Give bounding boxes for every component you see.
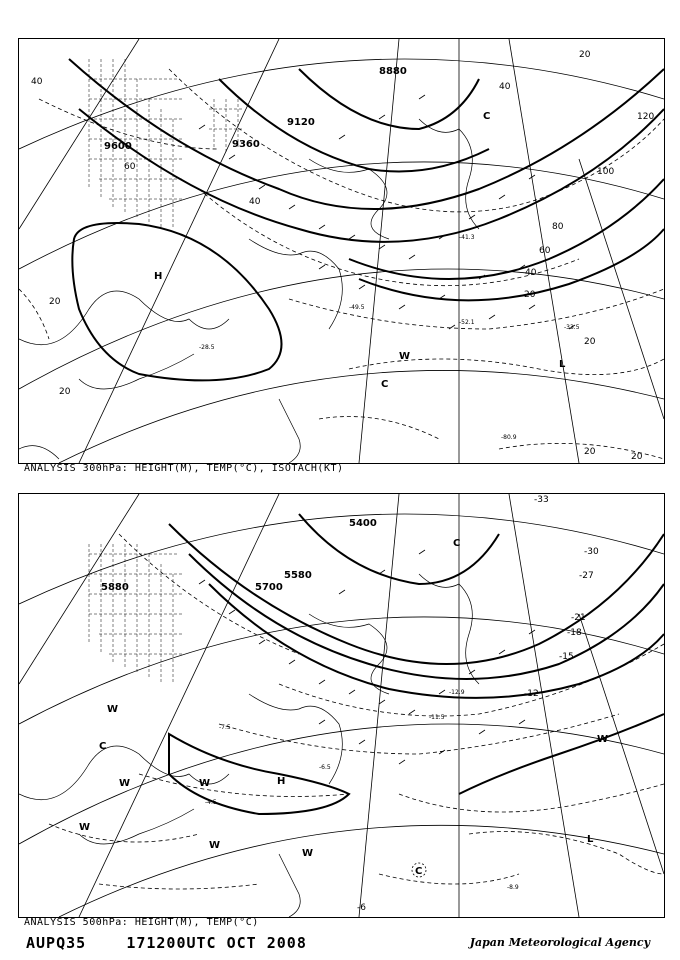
hatch-area xyxy=(89,544,184,684)
warm-center-label: W xyxy=(302,848,314,859)
station-plots xyxy=(199,550,535,764)
temp-sample: -49.5 xyxy=(349,304,365,311)
temperature-isotherms xyxy=(49,534,664,889)
isotach-labels xyxy=(31,50,654,462)
pressure-centers xyxy=(154,111,566,390)
product-code: AUPQ35 xyxy=(26,934,87,952)
isotach-lines xyxy=(19,69,664,459)
low-center-label: L xyxy=(587,834,594,845)
chart-identifier xyxy=(26,934,307,952)
isotach-label-20: 20 xyxy=(584,337,596,347)
isotherm-label: -12 xyxy=(524,689,539,699)
temp-sample: -52.1 xyxy=(459,319,475,326)
height-label-8880: 8880 xyxy=(379,66,407,77)
map-300hpa-graphic xyxy=(19,39,664,463)
cold-center-label: C xyxy=(483,111,491,122)
isotach-label-20: 20 xyxy=(584,447,596,457)
temp-sample: -41.3 xyxy=(459,234,475,241)
temp-sample: -8.9 xyxy=(507,884,519,891)
isotach-label-20: 20 xyxy=(631,452,643,462)
height-label-9600: 9600 xyxy=(104,141,132,152)
high-center-label: H xyxy=(154,271,163,282)
coastline xyxy=(19,574,479,917)
cold-center-label: C xyxy=(99,741,107,752)
isotherm-label: -27 xyxy=(579,571,594,581)
cold-center-label: C xyxy=(453,538,461,549)
height-contours xyxy=(69,59,664,300)
isotach-label-60: 60 xyxy=(124,162,136,172)
isotherm-label: -21 xyxy=(571,613,586,623)
warm-center-label: W xyxy=(597,734,609,745)
isotach-label-40: 40 xyxy=(525,268,537,278)
isotherm-label: -6 xyxy=(357,903,366,913)
temp-sample: -80.9 xyxy=(501,434,517,441)
isotach-label-60: 60 xyxy=(539,246,551,256)
temp-sample: -12.9 xyxy=(449,689,465,696)
map-500hpa-graphic xyxy=(19,494,664,917)
isotach-label-120: 120 xyxy=(637,112,655,122)
height-label-9120: 9120 xyxy=(287,117,315,128)
high-pressure-contour xyxy=(72,223,281,380)
isotherm-label: -15 xyxy=(559,652,574,662)
isotach-label-80: 80 xyxy=(552,222,564,232)
map-panel-300hpa xyxy=(18,38,665,464)
temp-sample: -33.5 xyxy=(564,324,580,331)
isotach-label-100: 100 xyxy=(597,167,615,177)
warm-center-label: W xyxy=(107,704,119,715)
isotach-label-20: 20 xyxy=(524,290,536,300)
warm-center-label: W xyxy=(119,778,131,789)
temp-sample: -4.5 xyxy=(205,799,217,806)
isotach-label-40: 40 xyxy=(249,197,261,207)
warm-center-label: W xyxy=(199,778,211,789)
high-center-label: H xyxy=(277,776,286,787)
caption-300hpa: ANALYSIS 300hPa: HEIGHT(M), TEMP(°C), ISOTACH(KT) xyxy=(24,463,344,474)
warm-center-label: W xyxy=(399,351,411,362)
isotach-label-20: 20 xyxy=(49,297,61,307)
height-label-5700: 5700 xyxy=(255,582,283,593)
height-label-5400: 5400 xyxy=(349,518,377,529)
height-label-5880: 5880 xyxy=(101,582,129,593)
pressure-centers xyxy=(79,538,608,877)
warm-center-label: W xyxy=(209,840,221,851)
temp-sample: -11.5 xyxy=(429,714,445,721)
isotherm-label: -18 xyxy=(567,628,582,638)
cold-center-label: C xyxy=(381,379,389,390)
temp-sample: -6.5 xyxy=(319,764,331,771)
isotach-label-20: 40 xyxy=(31,77,43,87)
warm-center-label: W xyxy=(79,822,91,833)
height-label-9360: 9360 xyxy=(232,139,260,150)
station-plots xyxy=(199,95,575,329)
temperature-samples xyxy=(205,689,519,891)
temperature-samples xyxy=(199,234,580,441)
isotach-label-40: 40 xyxy=(499,82,511,92)
caption-500hpa: ANALYSIS 500hPa: HEIGHT(M), TEMP(°C) xyxy=(24,917,259,928)
isotherm-label: -30 xyxy=(584,547,599,557)
isotherm-label: -33 xyxy=(534,495,549,505)
temp-sample: -7.5 xyxy=(219,724,231,731)
isotach-label-20: 20 xyxy=(579,50,591,60)
isotach-label-20: 20 xyxy=(59,387,71,397)
valid-time: 171200UTC OCT 2008 xyxy=(126,934,307,952)
map-panel-500hpa xyxy=(18,493,665,918)
agency-credit: Japan Meteorological Agency xyxy=(469,936,650,949)
height-label-5580: 5580 xyxy=(284,570,312,581)
cold-center-label: C xyxy=(415,866,423,877)
low-center-label: L xyxy=(559,359,566,370)
temp-sample: -28.5 xyxy=(199,344,215,351)
height-contours xyxy=(169,514,664,814)
